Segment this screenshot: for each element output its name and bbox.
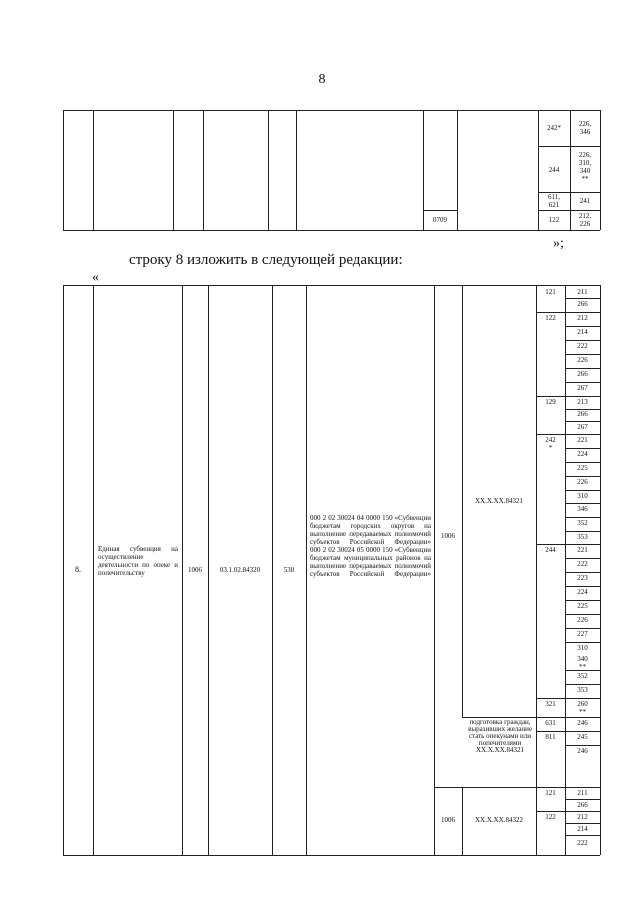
top-kosgu-611: 241 <box>579 197 591 205</box>
kosgu-code: 352 <box>577 519 588 527</box>
row-section-code-3: 1006 <box>441 816 455 824</box>
kosgu-code: 211 <box>577 288 588 296</box>
training-text: подготовка граждан, выразивших желание стать опекунами или попечителями XX.X.XX.84321 <box>468 718 532 754</box>
kosgu-code: 266 <box>577 410 588 418</box>
kvr-code: 121 <box>545 789 556 797</box>
closing-quote: »; <box>553 236 564 251</box>
kosgu-code: 211 <box>577 789 588 797</box>
kosgu-code: 212 <box>577 314 588 322</box>
kosgu-code: 226 <box>577 356 588 364</box>
kosgu-code: 225 <box>577 602 588 610</box>
kvr-code: 242 * <box>545 436 556 452</box>
kosgu-code: 310 <box>577 644 588 652</box>
kvr-code: 122 <box>545 813 556 821</box>
kosgu-code: 340 ** <box>577 655 588 671</box>
kosgu-code: 214 <box>577 825 588 833</box>
kosgu-code: 221 <box>577 436 588 444</box>
kosgu-code: 227 <box>577 630 588 638</box>
kosgu-code: 225 <box>577 464 588 472</box>
kvr-code: 121 <box>545 288 556 296</box>
kosgu-code: 260 ** <box>577 700 588 716</box>
top-kosgu-122: 212, 226 <box>578 212 592 228</box>
kosgu-code: 213 <box>577 398 588 406</box>
top-kvr-122: 122 <box>548 216 560 224</box>
kosgu-code: 310 <box>577 492 588 500</box>
target-code-84321: XX.X.XX.84321 <box>474 497 524 505</box>
kosgu-code: 352 <box>577 672 588 680</box>
row-section-code-2: 1006 <box>441 532 455 540</box>
opening-quote: « <box>92 270 99 285</box>
kosgu-code: 266 <box>577 370 588 378</box>
kosgu-code: 221 <box>577 546 588 554</box>
kvr-code: 244 <box>545 546 556 554</box>
kosgu-code: 222 <box>577 560 588 568</box>
kosgu-code: 353 <box>577 533 588 541</box>
kvr-code: 631 <box>545 719 556 727</box>
row-number: 8. <box>75 565 81 574</box>
kosgu-code: 266 <box>577 801 588 809</box>
top-kvr-244: 244 <box>548 166 560 174</box>
instruction-text: строку 8 изложить в следующей редакции: <box>129 252 403 268</box>
row-name: Единая субвенция на осуществление деятельности по опеке и попечительству <box>98 545 178 577</box>
top-kosgu-242: 226, 346 <box>578 120 592 136</box>
kosgu-code: 267 <box>577 423 588 431</box>
kosgu-code: 346 <box>577 505 588 513</box>
kvr-code: 122 <box>545 314 556 322</box>
kvr-code: 129 <box>545 398 556 406</box>
kosgu-code: 246 <box>577 719 588 727</box>
top-kvr-242: 242* <box>547 124 561 132</box>
kosgu-code: 226 <box>577 478 588 486</box>
kosgu-code: 245 <box>577 733 588 741</box>
kosgu-code: 353 <box>577 686 588 694</box>
top-section-code: 0709 <box>433 216 447 224</box>
kosgu-code: 222 <box>577 839 588 847</box>
kosgu-code: 224 <box>577 588 588 596</box>
top-kosgu-244: 226, 310, 340 ** <box>578 151 592 183</box>
kosgu-code: 267 <box>577 384 588 392</box>
kosgu-code: 212 <box>577 813 588 821</box>
row-section-code: 1006 <box>188 566 202 574</box>
page-number: 8 <box>318 72 326 87</box>
kvr-code: 811 <box>545 733 556 741</box>
kosgu-code: 266 <box>577 300 588 308</box>
kosgu-code: 226 <box>577 616 588 624</box>
kosgu-code: 222 <box>577 342 588 350</box>
row-vr-code: 530 <box>283 566 295 574</box>
kosgu-code: 214 <box>577 328 588 336</box>
kosgu-code: 224 <box>577 450 588 458</box>
top-kvr-611: 611, 621 <box>548 193 560 209</box>
row-description: 000 2 02 30024 04 0000 150 «Субвенции бюджетам городских округов на выполнение передаваемых полномочий субъектов Российской Федерации» 000 2 02 30024 05 0000 150 «Субвенции бюджетам муниципальных районов на выполнение передаваемых полномочий субъектов Российской Федерации» <box>310 514 431 578</box>
kosgu-code: 223 <box>577 574 588 582</box>
kvr-code: 321 <box>545 700 556 708</box>
target-code-84322: XX.X.XX.84322 <box>474 816 524 824</box>
kosgu-code: 246 <box>577 747 588 755</box>
row-program-code: 03.1.02.84320 <box>219 566 261 574</box>
